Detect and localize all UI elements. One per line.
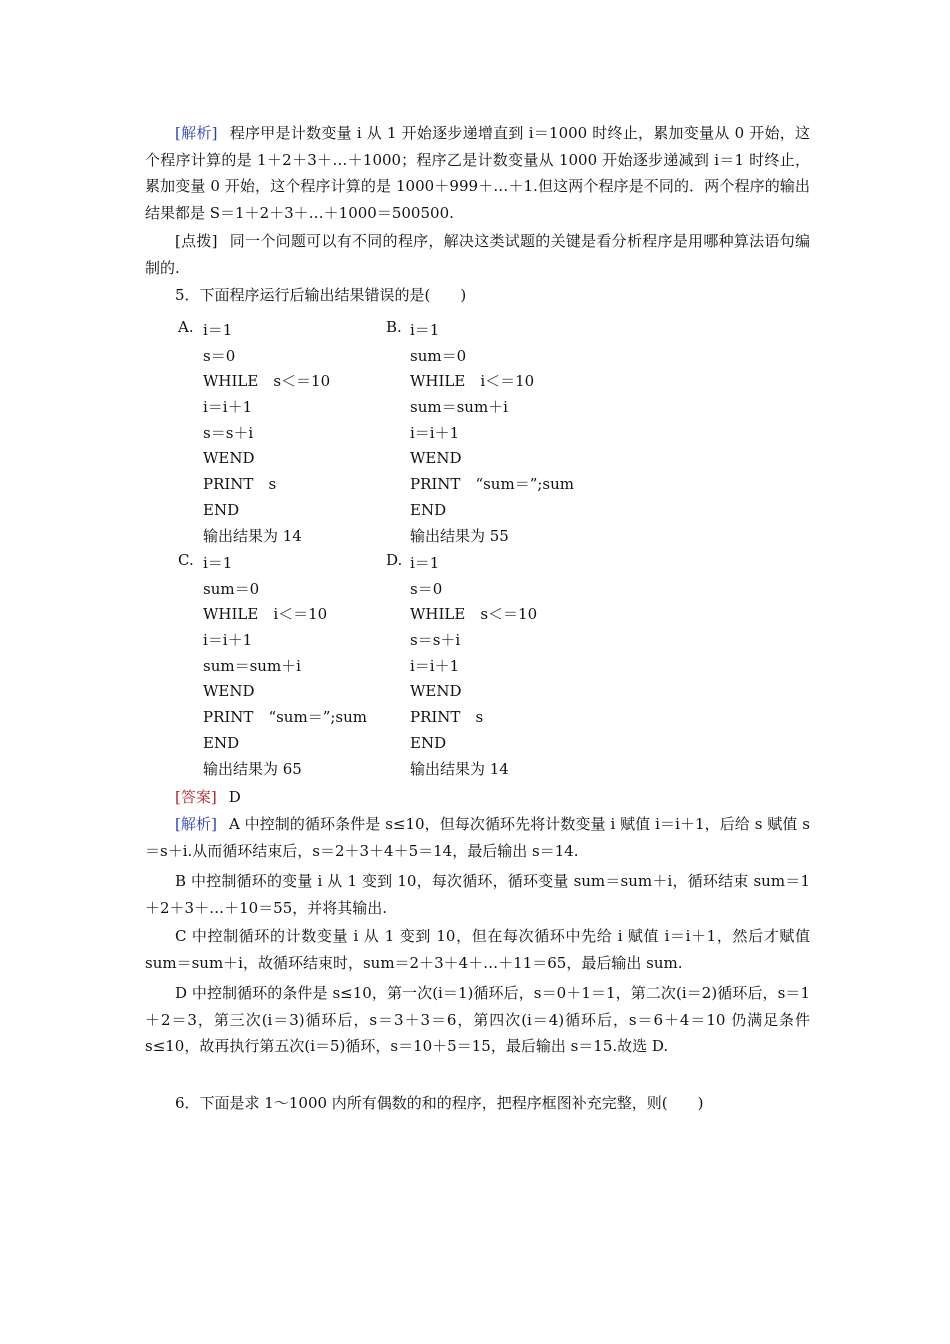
code-line: WHILE i＜＝10 <box>410 372 535 391</box>
code-line: WEND <box>203 449 255 468</box>
option-c-result: 输出结果为 65 <box>203 759 302 778</box>
analysis-b-paragraph <box>145 868 810 921</box>
code-line: PRINT s <box>410 708 484 727</box>
analysis-c-paragraph <box>145 923 810 976</box>
question-6-stem-text: 6．下面是求 1～1000 内所有偶数的和的程序，把程序框图补充完整，则( ) <box>175 1094 704 1112</box>
code-line: i＝i＋1 <box>410 423 460 442</box>
code-line: i＝1 <box>203 554 233 572</box>
option-d-label: D. <box>386 551 403 569</box>
code-line: WHILE i＜＝10 <box>203 605 328 624</box>
question-5-stem <box>145 282 810 309</box>
code-line: END <box>410 733 447 752</box>
code-line: i＝1 <box>410 554 440 572</box>
answer-value: D <box>228 788 241 806</box>
intro-analysis-paragraph <box>145 120 810 226</box>
option-b-result: 输出结果为 55 <box>410 526 509 545</box>
code-line: i＝1 <box>203 321 233 339</box>
intro-analysis-text: 程序甲是计数变量 i 从 1 开始逐步递增直到 i＝1000 时终止，累加变量从 0 开始，这个程序计算的是 1＋2＋3＋…＋1000；程序乙是计数变量从 1000 开始逐步递减到 i＝1 时终止，累加变量 0 开始，这个程序计算的是 1000＋999＋…＋1.但这两个程序是不同的．两个程序的输出结果都是 S＝1＋2＋3＋…＋1000＝500500. <box>145 124 810 222</box>
code-line: s＝0 <box>410 579 443 598</box>
code-line: i＝i＋1 <box>203 631 253 650</box>
code-line: PRINT s <box>203 475 277 494</box>
answer-tag: [答案] <box>175 788 217 806</box>
option-a-label: A. <box>178 318 194 336</box>
code-line: PRINT “sum＝”;sum <box>410 475 574 494</box>
analysis-tag: [解析] <box>175 815 217 833</box>
analysis-d-paragraph <box>145 980 810 1060</box>
option-d-result: 输出结果为 14 <box>410 759 509 778</box>
hint-text: 同一个问题可以有不同的程序，解决这类试题的关键是看分析程序是用哪种算法语句编制的. <box>145 232 810 277</box>
code-line: s＝s＋i <box>410 631 461 650</box>
question-5-stem-text: 5．下面程序运行后输出结果错误的是( ) <box>175 286 467 304</box>
answer-paragraph <box>145 784 810 811</box>
option-b-label: B. <box>386 318 402 336</box>
code-line: WHILE s＜＝10 <box>203 372 331 391</box>
code-line: s＝0 <box>203 346 236 365</box>
code-line: sum＝sum＋i <box>203 656 301 675</box>
question-6-stem <box>145 1090 810 1117</box>
code-line: WEND <box>410 449 462 468</box>
option-a-result: 输出结果为 14 <box>203 526 302 545</box>
code-line: sum＝0 <box>410 346 467 365</box>
analysis-c-text: C 中控制循环的计数变量 i 从 1 变到 10，但在每次循环中先给 i 赋值 i＝i＋1，然后才赋值 sum＝sum＋i，故循环结束时，sum＝2＋3＋4＋…＋11＝65，最后输出 sum. <box>145 927 810 972</box>
code-line: sum＝0 <box>203 579 260 598</box>
code-line: PRINT “sum＝”;sum <box>203 708 367 727</box>
analysis-tag: [解析] <box>175 124 218 142</box>
code-line: WEND <box>410 682 462 701</box>
code-line: END <box>410 500 447 519</box>
analysis-b-text: B 中控制循环的变量 i 从 1 变到 10，每次循环，循环变量 sum＝sum＋i，循环结束 sum＝1＋2＋3＋…＋10＝55，并将其输出. <box>145 872 810 917</box>
option-d-code <box>410 551 537 782</box>
code-line: END <box>203 500 240 519</box>
code-line: sum＝sum＋i <box>410 398 508 417</box>
option-a-code <box>203 318 330 549</box>
code-line: WEND <box>203 682 255 701</box>
code-line: i＝1 <box>410 321 440 339</box>
code-line: i＝i＋1 <box>203 398 253 417</box>
code-line: WHILE s＜＝10 <box>410 605 538 624</box>
hint-tag: [点拨] <box>175 232 218 250</box>
option-c-label: C. <box>178 551 194 569</box>
analysis-a-text: A 中控制的循环条件是 s≤10，但每次循环先将计数变量 i 赋值 i＝i＋1，后给 s 赋值 s＝s＋i.从而循环结束后，s＝2＋3＋4＋5＝14，最后输出 s＝14. <box>145 815 810 860</box>
analysis-a-paragraph <box>145 811 810 864</box>
code-line: s＝s＋i <box>203 423 254 442</box>
code-line: i＝i＋1 <box>410 656 460 675</box>
analysis-d-text: D 中控制循环的条件是 s≤10，第一次(i＝1)循环后，s＝0＋1＝1，第二次(i＝2)循环后，s＝1＋2＝3，第三次(i＝3)循环后，s＝3＋3＝6，第四次(i＝4)循环后，s＝6＋4＝10 仍满足条件 s≤10，故再执行第五次(i＝5)循环，s＝10＋5＝15，最后输出 s＝15.故选 D. <box>145 984 810 1055</box>
code-line: END <box>203 733 240 752</box>
option-c-code <box>203 551 367 782</box>
option-b-code <box>410 318 574 549</box>
hint-paragraph <box>145 228 810 281</box>
